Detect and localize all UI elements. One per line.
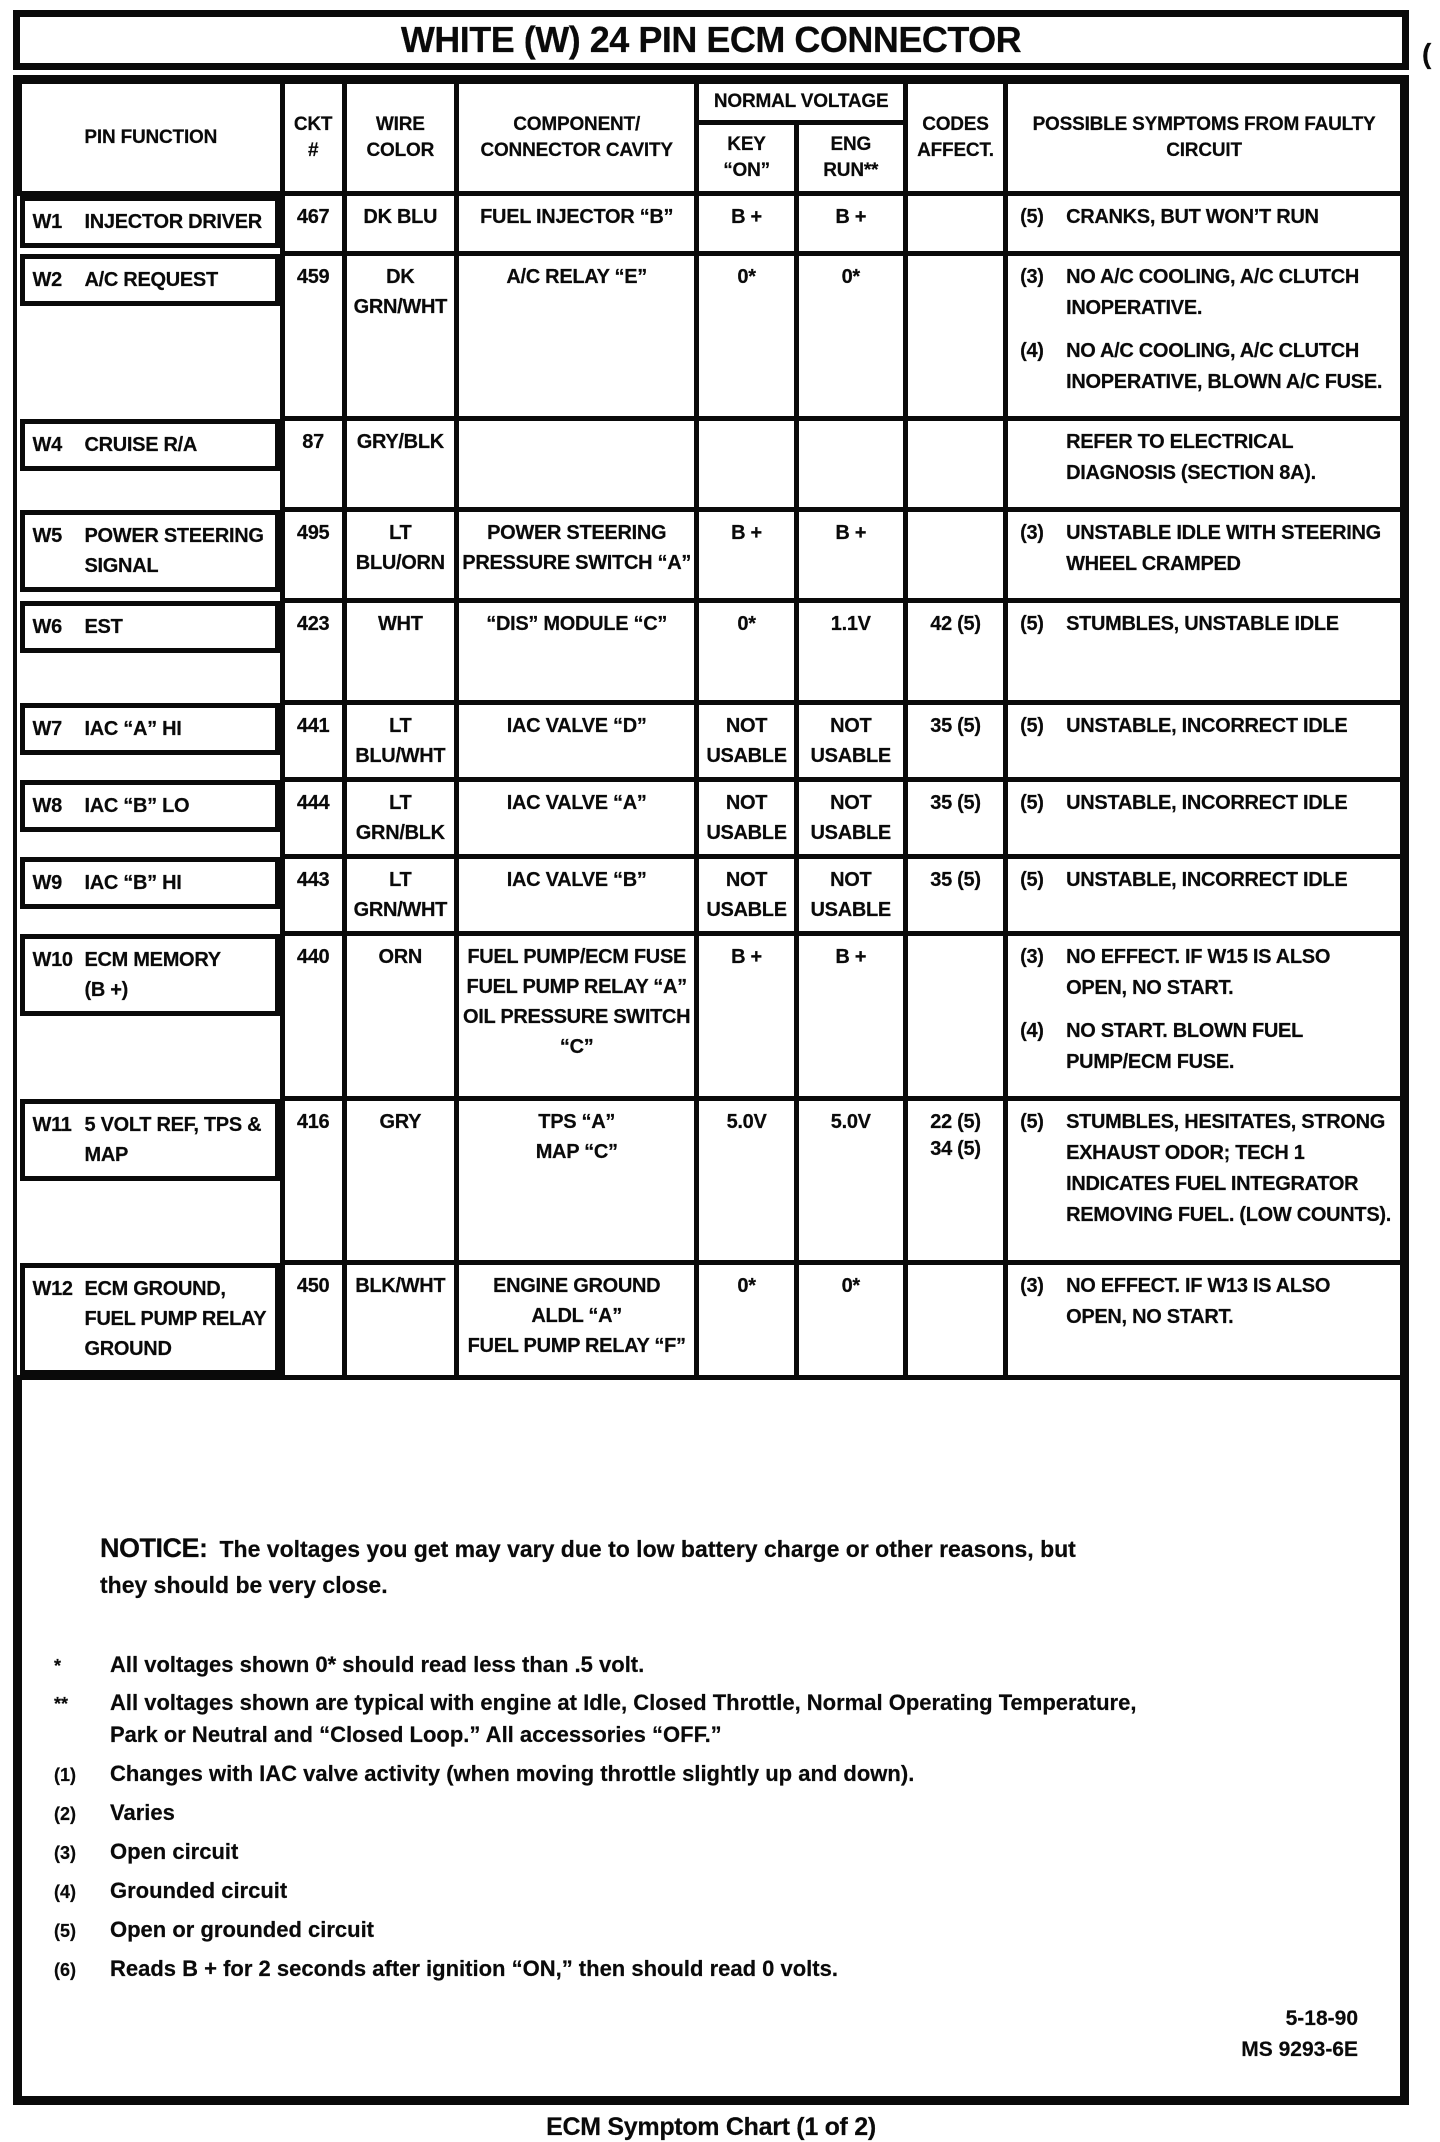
symptom-item — [1020, 1271, 1394, 1333]
ckt-number: 459 — [282, 254, 344, 419]
wire-color: LT GRN/WHT — [344, 857, 456, 934]
footnote-row — [38, 1758, 1380, 1790]
eng-run-voltage: NOT USABLE — [796, 780, 905, 857]
symptom-text: NO A/C COOLING, A/C CLUTCH INOPERATIVE, BLOWN A/C FUSE. — [1066, 340, 1383, 393]
pin-cell — [20, 1099, 280, 1181]
codes-affected — [905, 254, 1005, 419]
ckt-number: 423 — [282, 601, 344, 703]
symptom-prefix: (5) — [1020, 715, 1044, 737]
symptom-item — [1020, 788, 1394, 819]
scan-artifact-paren: ( — [1422, 38, 1432, 69]
table-row — [20, 194, 1403, 254]
key-on-voltage: 0* — [697, 601, 796, 703]
pin-cell — [20, 601, 280, 653]
table-row — [20, 419, 1403, 510]
key-on-voltage: B + — [697, 934, 796, 1099]
codes-affected — [905, 510, 1005, 601]
eng-run-voltage: B + — [796, 194, 905, 254]
ckt-number: 443 — [282, 857, 344, 934]
header-ckt: CKT # — [282, 82, 344, 194]
pin-function: ECM GROUND, FUEL PUMP RELAY GROUND — [84, 1277, 267, 1360]
notes-section — [20, 1377, 1403, 2098]
symptom-text: STUMBLES, HESITATES, STRONG EXHAUST ODOR; TECH 1 INDICATES FUEL INTEGRATOR REMOVING FUEL. (LOW COUNTS). — [1066, 1111, 1391, 1226]
footnote-row — [38, 1797, 1380, 1829]
component-cavity: TPS “A” MAP “C” — [456, 1099, 697, 1263]
footnote-text: Open circuit — [110, 1838, 239, 1864]
symptom-text: UNSTABLE, INCORRECT IDLE — [1066, 792, 1348, 814]
header-component: COMPONENT/ CONNECTOR CAVITY — [456, 82, 697, 194]
symptom-text: CRANKS, BUT WON’T RUN — [1066, 206, 1319, 228]
key-on-voltage: 0* — [697, 254, 796, 419]
revision-stamp — [1241, 2003, 1358, 2066]
footnote-marker: (5) — [54, 1920, 76, 1941]
ckt-number: 467 — [282, 194, 344, 254]
document — [13, 10, 1409, 2142]
eng-run-voltage: 0* — [796, 254, 905, 419]
wire-color: DK GRN/WHT — [344, 254, 456, 419]
symptom-text: REFER TO ELECTRICAL DIAGNOSIS (SECTION 8A). — [1066, 431, 1316, 484]
symptom-item — [1020, 336, 1394, 398]
component-cavity: IAC VALVE “B” — [456, 857, 697, 934]
pin-cell — [20, 703, 280, 755]
symptom-text: NO EFFECT. IF W13 IS ALSO OPEN, NO START. — [1066, 1275, 1331, 1328]
component-cavity: ENGINE GROUND ALDL “A” FUEL PUMP RELAY “F” — [456, 1263, 697, 1378]
ckt-number: 441 — [282, 703, 344, 780]
pin-id: W6 — [32, 615, 62, 638]
component-cavity: POWER STEERING PRESSURE SWITCH “A” — [456, 510, 697, 601]
ckt-number: 495 — [282, 510, 344, 601]
footnote-text: Grounded circuit — [110, 1877, 288, 1903]
footnote-row — [38, 1953, 1380, 1985]
symptom-text: NO A/C COOLING, A/C CLUTCH INOPERATIVE. — [1066, 266, 1360, 319]
footnote-marker: (6) — [54, 1959, 76, 1980]
symptom-item — [1020, 427, 1394, 489]
notice-label: NOTICE: — [100, 1532, 208, 1563]
wire-color: ORN — [344, 934, 456, 1099]
pin-function: IAC “B” HI — [84, 871, 182, 894]
symptoms-cell — [1006, 1263, 1403, 1378]
footnote-text: All voltages shown are typical with engine at Idle, Closed Throttle, Normal Operating Temperature, Park or Neutral and “Closed Loop.” All accessories “OFF.” — [110, 1690, 1137, 1748]
pin-function: INJECTOR DRIVER — [84, 211, 262, 233]
doc-number: MS 9293-6E — [1241, 2038, 1358, 2061]
pin-id: W9 — [32, 871, 62, 894]
symptoms-cell — [1006, 780, 1403, 857]
key-on-voltage: B + — [697, 510, 796, 601]
symptoms-cell — [1006, 194, 1403, 254]
pin-id: W12 — [32, 1277, 73, 1300]
table-row — [20, 510, 1403, 601]
footnote-text: Changes with IAC valve activity (when moving throttle slightly up and down). — [110, 1761, 915, 1787]
key-on-voltage: NOT USABLE — [697, 857, 796, 934]
pin-cell — [20, 1263, 280, 1375]
codes-affected: 22 (5) 34 (5) — [905, 1099, 1005, 1263]
footnote-marker: (4) — [54, 1881, 76, 1902]
table-header — [20, 82, 1403, 194]
header-wire-color: WIRE COLOR — [344, 82, 456, 194]
wire-color: DK BLU — [344, 194, 456, 254]
footnote-marker: (2) — [54, 1804, 76, 1825]
wire-color: LT BLU/WHT — [344, 703, 456, 780]
symptom-item — [1020, 518, 1394, 580]
header-key-on: KEY “ON” — [697, 123, 796, 194]
footnote-marker: * — [54, 1655, 62, 1676]
symptom-prefix: (3) — [1020, 266, 1044, 288]
symptom-prefix: (3) — [1020, 1275, 1044, 1297]
component-cavity: “DIS” MODULE “C” — [456, 601, 697, 703]
symptom-prefix: (5) — [1020, 206, 1044, 228]
title-box — [13, 10, 1409, 70]
footnotes-list — [38, 1649, 1380, 1985]
symptoms-cell — [1006, 254, 1403, 419]
pin-cell — [20, 419, 280, 471]
ecm-connector-table — [17, 79, 1405, 2101]
scanned-page — [0, 10, 1440, 2141]
footnote-row — [38, 1687, 1380, 1751]
key-on-voltage — [697, 419, 796, 510]
component-cavity: FUEL INJECTOR “B” — [456, 194, 697, 254]
eng-run-voltage: NOT USABLE — [796, 703, 905, 780]
pin-cell — [20, 934, 280, 1016]
symptom-prefix: (5) — [1020, 869, 1044, 891]
table-row — [20, 254, 1403, 419]
symptoms-cell — [1006, 1099, 1403, 1263]
wire-color: GRY — [344, 1099, 456, 1263]
symptoms-cell — [1006, 601, 1403, 703]
eng-run-voltage: 0* — [796, 1263, 905, 1378]
eng-run-voltage: 1.1V — [796, 601, 905, 703]
ckt-number: 440 — [282, 934, 344, 1099]
pin-cell — [20, 510, 280, 592]
key-on-voltage: NOT USABLE — [697, 780, 796, 857]
table-row — [20, 934, 1403, 1099]
wire-color: WHT — [344, 601, 456, 703]
footnote-row — [38, 1914, 1380, 1946]
component-cavity: IAC VALVE “A” — [456, 780, 697, 857]
footnote-text: Varies — [110, 1800, 175, 1826]
symptom-prefix: (3) — [1020, 522, 1044, 544]
key-on-voltage: 5.0V — [697, 1099, 796, 1263]
pin-function: A/C REQUEST — [84, 268, 218, 291]
component-cavity — [456, 419, 697, 510]
page-title: WHITE (W) 24 PIN ECM CONNECTOR — [400, 19, 1022, 60]
pin-function: 5 VOLT REF, TPS & MAP — [84, 1113, 262, 1166]
pin-cell — [20, 196, 280, 248]
codes-affected — [905, 194, 1005, 254]
header-eng-run: ENG RUN** — [796, 123, 905, 194]
table-row — [20, 703, 1403, 780]
symptom-text: UNSTABLE, INCORRECT IDLE — [1066, 715, 1348, 737]
codes-affected — [905, 934, 1005, 1099]
page-caption: ECM Symptom Chart (1 of 2) — [546, 2112, 876, 2141]
wire-color: BLK/WHT — [344, 1263, 456, 1378]
symptom-item — [1020, 942, 1394, 1004]
notice-text: The voltages you get may vary due to low battery charge or other reasons, but they should be very close. — [100, 1535, 1076, 1598]
pin-cell — [20, 254, 280, 306]
table-row — [20, 857, 1403, 934]
pin-id: W7 — [32, 717, 62, 740]
eng-run-voltage: B + — [796, 510, 905, 601]
ckt-number: 87 — [282, 419, 344, 510]
component-cavity: FUEL PUMP/ECM FUSE FUEL PUMP RELAY “A” OIL PRESSURE SWITCH “C” — [456, 934, 697, 1099]
pin-function: IAC “B” LO — [84, 794, 190, 817]
codes-affected — [905, 1263, 1005, 1378]
symptom-prefix: (5) — [1020, 792, 1044, 814]
footnote-text: All voltages shown 0* should read less than .5 volt. — [110, 1651, 645, 1677]
codes-affected: 35 (5) — [905, 857, 1005, 934]
header-normal-voltage: NORMAL VOLTAGE — [697, 82, 905, 123]
pin-function: CRUISE R/A — [84, 433, 198, 456]
symptom-prefix: (5) — [1020, 613, 1044, 635]
symptoms-cell — [1006, 419, 1403, 510]
symptom-prefix: (3) — [1020, 946, 1044, 968]
eng-run-voltage: NOT USABLE — [796, 857, 905, 934]
component-cavity: A/C RELAY “E” — [456, 254, 697, 419]
eng-run-voltage — [796, 419, 905, 510]
notes-cell — [20, 1377, 1403, 2098]
codes-affected: 35 (5) — [905, 703, 1005, 780]
symptom-item — [1020, 1016, 1394, 1078]
eng-run-voltage: B + — [796, 934, 905, 1099]
symptom-prefix: (4) — [1020, 1020, 1044, 1042]
eng-run-voltage: 5.0V — [796, 1099, 905, 1263]
symptoms-cell — [1006, 857, 1403, 934]
codes-affected: 42 (5) — [905, 601, 1005, 703]
pin-id: W1 — [32, 211, 62, 233]
pin-id: W11 — [32, 1113, 72, 1136]
table-row — [20, 1263, 1403, 1378]
footnote-marker: (1) — [54, 1765, 76, 1786]
footnote-row — [38, 1836, 1380, 1868]
symptoms-cell — [1006, 510, 1403, 601]
symptom-prefix — [1020, 427, 1066, 489]
pin-function: EST — [84, 615, 123, 638]
symptoms-cell — [1006, 934, 1403, 1099]
symptom-text: UNSTABLE, INCORRECT IDLE — [1066, 869, 1348, 891]
table-row — [20, 780, 1403, 857]
symptom-text: STUMBLES, UNSTABLE IDLE — [1066, 613, 1339, 635]
header-codes-affected: CODES AFFECT. — [905, 82, 1005, 194]
pin-function: POWER STEERING SIGNAL — [84, 524, 264, 577]
symptom-item — [1020, 262, 1394, 324]
pin-id: W4 — [32, 433, 62, 456]
codes-affected — [905, 419, 1005, 510]
header-pin-function: PIN FUNCTION — [20, 82, 283, 194]
header-possible-symptoms: POSSIBLE SYMPTOMS FROM FAULTY CIRCUIT — [1006, 82, 1403, 194]
table-row — [20, 601, 1403, 703]
component-cavity: IAC VALVE “D” — [456, 703, 697, 780]
codes-affected: 35 (5) — [905, 780, 1005, 857]
ckt-number: 444 — [282, 780, 344, 857]
footnote-marker: (3) — [54, 1842, 76, 1863]
pin-id: W5 — [32, 524, 62, 547]
pin-cell — [20, 857, 280, 909]
wire-color: LT GRN/BLK — [344, 780, 456, 857]
date-stamp: 5-18-90 — [1285, 2006, 1358, 2030]
ecm-table-body — [20, 194, 1403, 1378]
symptom-prefix: (5) — [1020, 1111, 1044, 1133]
key-on-voltage: 0* — [697, 1263, 796, 1378]
table-row — [20, 1099, 1403, 1263]
symptom-item — [1020, 711, 1394, 742]
symptom-item — [1020, 1107, 1394, 1231]
footnote-row — [38, 1649, 1380, 1681]
footnote-text: Open or grounded circuit — [110, 1916, 375, 1942]
key-on-voltage: NOT USABLE — [697, 703, 796, 780]
pin-id: W10 — [32, 948, 73, 971]
wire-color: GRY/BLK — [344, 419, 456, 510]
symptom-item — [1020, 202, 1394, 233]
footnote-text: Reads B + for 2 seconds after ignition “ON,” then should read 0 volts. — [110, 1955, 838, 1981]
pin-function: ECM MEMORY (B +) — [84, 948, 221, 1001]
wire-color: LT BLU/ORN — [344, 510, 456, 601]
key-on-voltage: B + — [697, 194, 796, 254]
pin-id: W2 — [32, 268, 62, 291]
symptom-text: UNSTABLE IDLE WITH STEERING WHEEL CRAMPED — [1066, 522, 1381, 575]
pin-function: IAC “A” HI — [84, 717, 182, 740]
pin-id: W8 — [32, 794, 62, 817]
symptom-item — [1020, 865, 1394, 896]
symptoms-cell — [1006, 703, 1403, 780]
pin-cell — [20, 780, 280, 832]
ecm-table-wrap — [13, 75, 1409, 2105]
symptom-text: NO EFFECT. IF W15 IS ALSO OPEN, NO START. — [1066, 946, 1331, 999]
symptom-text: NO START. BLOWN FUEL PUMP/ECM FUSE. — [1066, 1020, 1303, 1073]
ckt-number: 416 — [282, 1099, 344, 1263]
symptom-item — [1020, 609, 1394, 640]
ckt-number: 450 — [282, 1263, 344, 1378]
footnote-row — [38, 1875, 1380, 1907]
symptom-prefix: (4) — [1020, 340, 1044, 362]
footnote-marker: ** — [54, 1694, 69, 1715]
notice — [100, 1528, 1105, 1603]
